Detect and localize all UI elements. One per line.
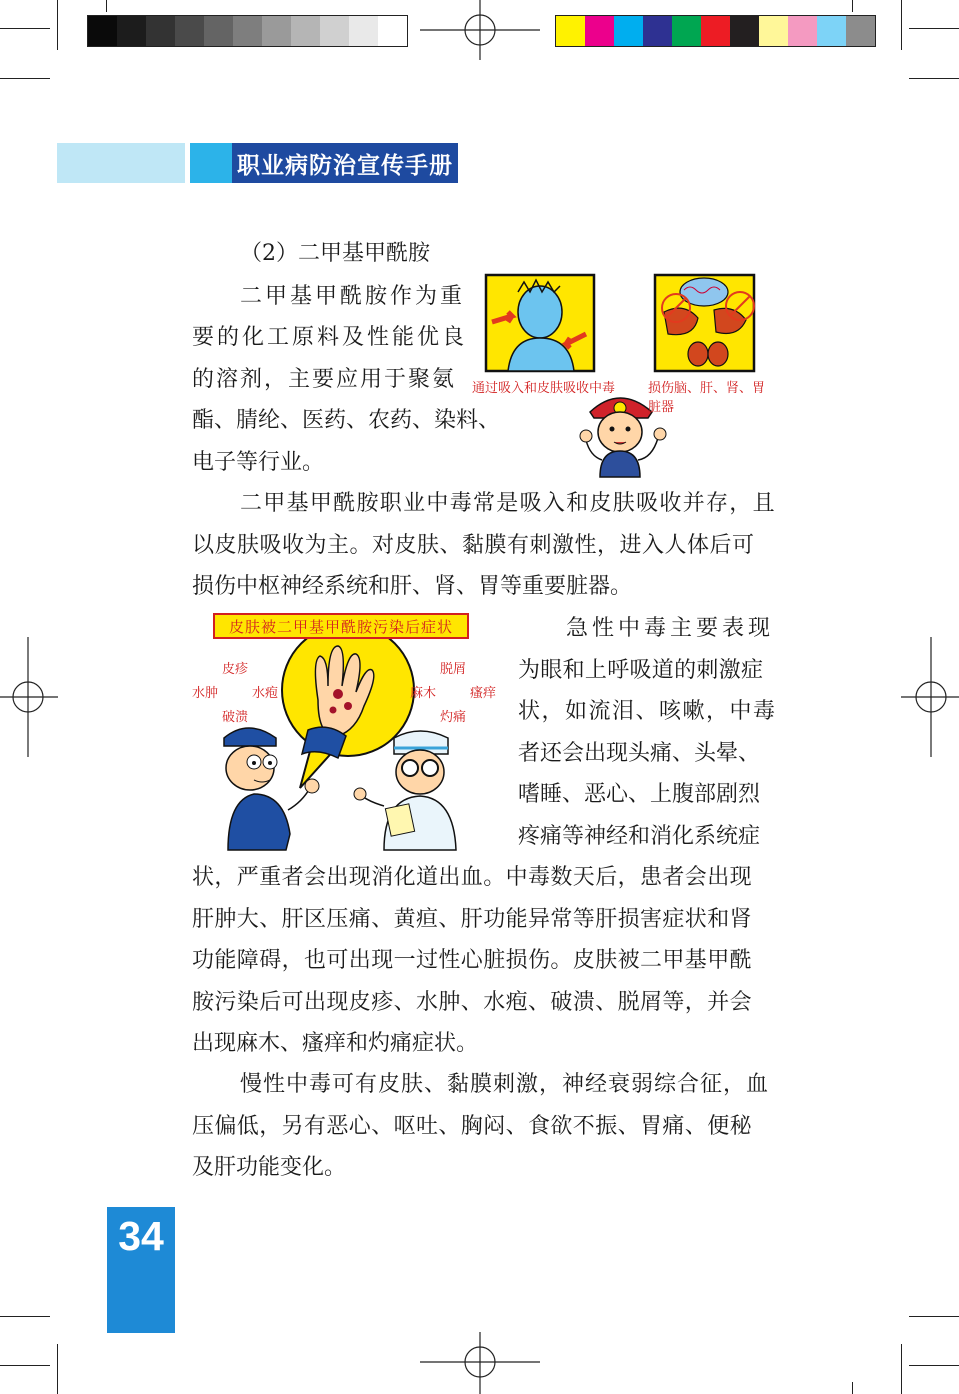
color-swatch [759,16,788,46]
text-line: 酯、腈纶、医药、农药、染料、 [192,408,501,433]
symptom-numbness: 麻木 [410,686,437,701]
symptom-rash: 皮疹 [222,662,249,677]
header-band-light [57,143,185,183]
skin-symptoms-figure [188,610,508,860]
color-swatch [117,16,146,46]
color-swatch [701,16,730,46]
caption-absorption: 通过吸入和皮肤吸收中毒 [472,381,616,396]
color-swatch [643,16,672,46]
color-swatch [556,16,585,46]
color-swatch [585,16,614,46]
text-line: 二甲基甲酰胺作为重 [240,284,466,309]
text-line: 二甲基甲酰胺职业中毒常是吸入和皮肤吸收并存，且 [240,491,776,516]
text-line: 以皮肤吸收为主。对皮肤、黏膜有刺激性，进入人体后可 [192,533,755,558]
page-number: 34 [107,1207,175,1333]
color-swatch [817,16,846,46]
symptom-ulcer: 破溃 [222,710,249,725]
color-swatch [233,16,262,46]
symptom-edema: 水肿 [192,686,219,701]
color-swatch [672,16,701,46]
text-line: 压偏低，另有恶心、呕吐、胸闷、食欲不振、胃痛、便秘 [192,1114,753,1139]
grayscale-bar [87,15,408,47]
section-heading: （2）二甲基甲酰胺 [240,241,430,266]
text-line: 及肝功能变化。 [192,1155,347,1180]
text-line: 者还会出现头痛、头晕、 [518,741,761,766]
color-swatch [88,16,117,46]
illustration-skin-symptoms [188,610,508,860]
color-swatch [349,16,378,46]
caption-organ-damage: 损伤脑、肝、肾、胃脏器 [648,381,766,415]
symptom-blister: 水疱 [252,686,279,701]
text-line: 状，如流泪、咳嗽，中毒 [518,699,777,724]
color-swatch [175,16,204,46]
text-line: 损伤中枢神经系统和肝、肾、胃等重要脏器。 [192,574,633,599]
color-swatch [320,16,349,46]
text-line: 出现麻木、瘙痒和灼痛症状。 [192,1031,479,1056]
text-line: 急性中毒主要表现 [566,616,775,641]
symptom-itching: 瘙痒 [470,686,497,701]
text-line: 为眼和上呼吸道的刺激症 [518,658,764,683]
symptoms-banner: 皮肤被二甲基甲酰胺污染后症状 [228,618,453,636]
text-line: 疼痛等神经和消化系统症 [518,824,761,849]
color-swatch [146,16,175,46]
header-title: 职业病防治宣传手册 [232,143,458,183]
header-band-accent [190,143,232,183]
color-swatch [204,16,233,46]
illustration-absorption [472,272,773,482]
text-line: 胺污染后可出现皮疹、水肿、水疱、破溃、脱屑等，并会 [192,990,753,1015]
symptom-burning: 灼痛 [440,710,467,725]
text-line: 状，严重者会出现消化道出血。中毒数天后，患者会出现 [192,865,753,890]
text-line: 功能障碍，也可出现一过性心脏损伤。皮肤被二甲基甲酰 [192,948,753,973]
color-bar [555,15,876,47]
text-line: 的溶剂，主要应用于聚氨 [192,367,457,392]
color-swatch [730,16,759,46]
symptom-desquamation: 脱屑 [440,662,467,677]
color-swatch [846,16,875,46]
color-swatch [788,16,817,46]
text-line: 嗜睡、恶心、上腹部剧烈 [518,782,761,807]
color-swatch [378,16,407,46]
text-line: 肝肿大、肝区压痛、黄疸、肝功能异常等肝损害症状和肾 [192,907,753,932]
color-swatch [262,16,291,46]
text-line: 要的化工原料及性能优良 [192,325,468,350]
color-swatch [291,16,320,46]
text-line: 慢性中毒可有皮肤、黏膜刺激，神经衰弱综合征，血 [240,1072,770,1097]
text-line: 电子等行业。 [192,450,325,475]
color-swatch [614,16,643,46]
